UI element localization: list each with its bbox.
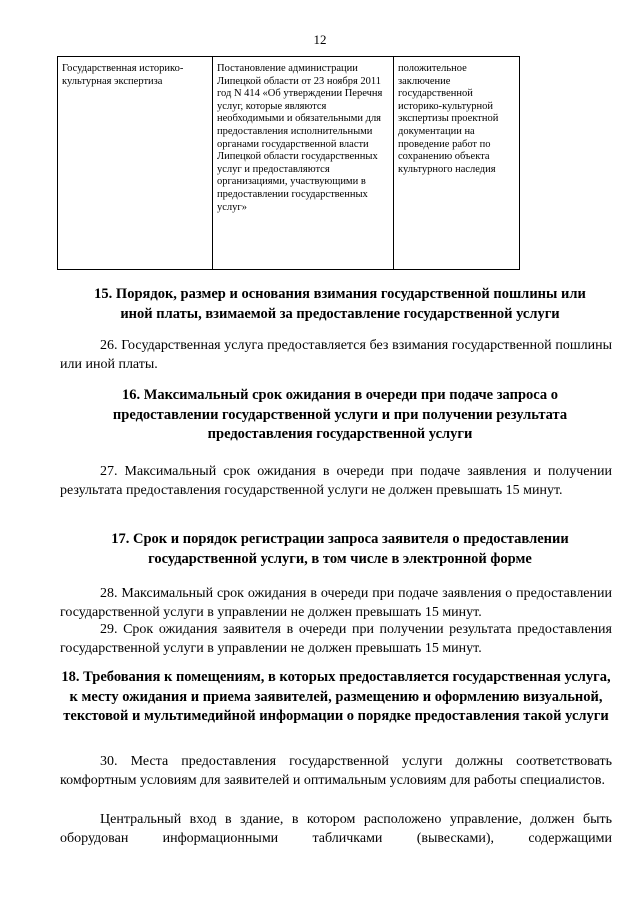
section-15-heading: 15. Порядок, размер и основания взимания государственной пошлины или иной платы, взимаемой за предоставление государственной услуги	[94, 286, 586, 322]
table-cell-legal-act: Постановление администрации Липецкой области от 23 ноября 2011 год N 414 «Об утверждении Перечня услуг, которые являются необходимыми и обязательными для предоставления исполнительными органами государственной власти Липецкой области государственных услуг и предоставляются организациями, участвующими в предоставлении государственных услуг»	[213, 57, 394, 270]
paragraph-30: 30. Места предоставления государственной услуги должны соответствовать комфортным условиям для заявителей и оптимальным условиям для работы специалистов.	[60, 754, 612, 788]
page-number: 12	[313, 32, 327, 47]
paragraph-27: 27. Максимальный срок ожидания в очереди при подаче заявления и получении результата предоставления государственной услуги не должен превышать 15 минут.	[60, 464, 612, 498]
paragraph-31: Центральный вход в здание, в котором расположено управление, должен быть оборудован информационными табличками (вывесками), содержащими	[60, 812, 612, 846]
paragraph-29: 29. Срок ожидания заявителя в очереди при получении результата предоставления государственной услуги в управлении не должен превышать 15 минут.	[60, 622, 612, 656]
table-row	[58, 57, 520, 270]
table-cell-result: положительное заключение государственной историко-культурной экспертизы проектной документации на проведение работ по сохранению объекта культурного наследия	[394, 57, 520, 270]
service-table	[57, 56, 520, 270]
paragraph-28: 28. Максимальный срок ожидания в очереди при подаче заявления о предоставлении государственной услуги в управлении не должен превышать 15 минут.	[60, 586, 612, 620]
section-16-heading: 16. Максимальный срок ожидания в очереди при подаче запроса о предоставлении государственной услуги и при получении результата предоставления государственной услуги	[112, 387, 568, 442]
section-18-heading: 18. Требования к помещениям, в которых предоставляется государственная услуга, к месту ожидания и приема заявителей, размещению и оформлению визуальной, текстовой и мультимедийной информации о порядке предоставления такой услуги	[61, 669, 611, 724]
table-cell-service: Государственная историко-культурная экспертиза	[58, 57, 213, 270]
paragraph-26: 26. Государственная услуга предоставляется без взимания государственной пошлины или иной платы.	[60, 338, 612, 372]
section-17-heading: 17. Срок и порядок регистрации запроса заявителя о предоставлении государственной услуги, в том числе в электронной форме	[111, 531, 569, 567]
